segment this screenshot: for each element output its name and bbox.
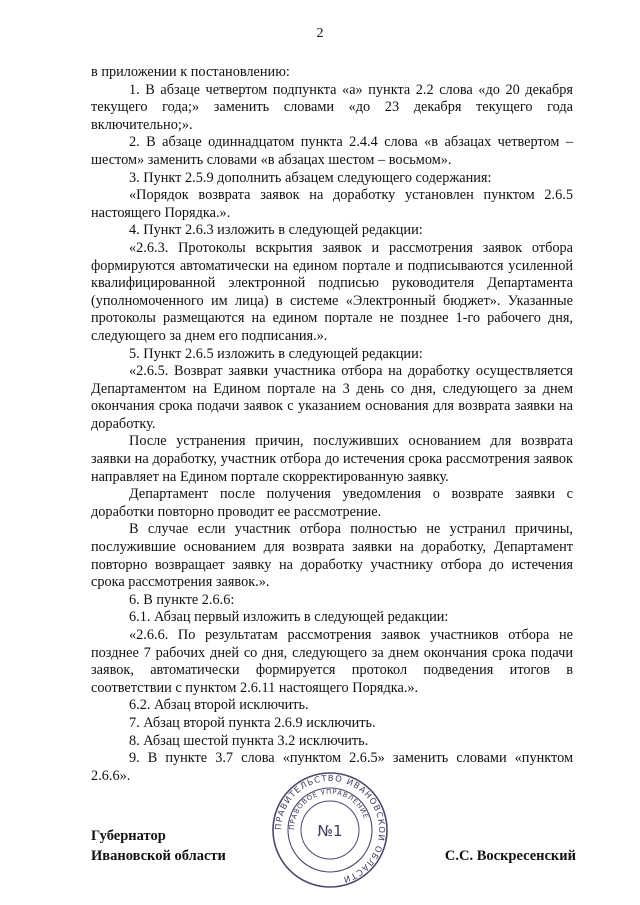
signatory-name: С.С. Воскресенский	[444, 848, 576, 864]
paragraph: 3. Пункт 2.5.9 дополнить абзацем следующего содержания:	[129, 169, 492, 186]
page-number: 2	[316, 26, 324, 41]
paragraph: 6.1. Абзац первый изложить в следующей редакции:	[129, 609, 449, 626]
paragraph: Департамент после получения уведомления о возврате заявки с доработки повторно проводит ее рассмотрение.	[91, 486, 573, 520]
signatory-title-line: Ивановской области	[91, 848, 226, 864]
paragraph: «2.6.6. По результатам рассмотрения заявок участников отбора не позднее 7 рабочих дней со дня, следующего за днем окончания срока подачи заявок, автоматически формируется протокол подведения итогов в соответствии с пунктом 2.6.11 настоящего Порядка.».	[91, 627, 573, 696]
seal-inner-text: ПРАВОВОЕ УПРАВЛЕНИЕ	[287, 787, 371, 831]
paragraph: «2.6.3. Протоколы вскрытия заявок и рассмотрения заявок отбора формируются автоматически на едином портале и подписываются усиленной квалифицированной электронной подписью руководителя Департамента (уполномоченного им лица) в системе «Электронный бюджет». Указанные протоколы размещаются на едином портале не позднее 1-го рабочего дня, следующего за днем его подписания.».	[91, 239, 573, 344]
paragraph: 1. В абзаце четвертом подпункта «а» пункта 2.2 слова «до 20 декабря текущего года;» заменить словами «до 23 декабря текущего года включительно;».	[91, 81, 573, 133]
paragraph: В случае если участник отбора полностью не устранил причины, послужившие основанием для возврата заявки на доработку, Департамент повторно возвращает заявку на доработку участнику отбора до истечения срока рассмотрения заявок.».	[91, 521, 573, 591]
paragraph: 8. Абзац шестой пункта 3.2 исключить.	[129, 732, 369, 749]
paragraph: 6. В пункте 2.6.6:	[129, 591, 235, 608]
seal-outer-text: ПРАВИТЕЛЬСТВО ИВАНОВСКОЙ ОБЛАСТИ	[272, 772, 388, 886]
paragraph: «Порядок возврата заявок на доработку установлен пунктом 2.6.5 настоящего Порядка.».	[91, 187, 573, 221]
paragraph: в приложении к постановлению:	[91, 64, 290, 80]
paragraph: «2.6.5. Возврат заявки участника отбора на доработку осуществляется Департаментом на Едином портале на 3 день со дня, следующего за днем окончания срока подачи заявок с указанием основания для возврата заявки на доработку.	[91, 363, 573, 432]
signatory-title	[91, 826, 226, 866]
official-seal	[270, 770, 390, 890]
paragraph: 7. Абзац второй пункта 2.6.9 исключить.	[129, 714, 376, 731]
paragraph: 9. В пункте 3.7 слова «пунктом 2.6.5» заменить словами «пунктом 2.6.6».	[91, 750, 573, 784]
seal-number: №1	[317, 822, 343, 840]
document-body	[91, 64, 573, 785]
paragraph: 6.2. Абзац второй исключить.	[129, 697, 309, 714]
paragraph: 4. Пункт 2.6.3 изложить в следующей редакции:	[129, 222, 423, 239]
paragraph: 2. В абзаце одиннадцатом пункта 2.4.4 слова «в абзацах четвертом – шестом» заменить словами «в абзацах шестом – восьмом».	[91, 134, 573, 168]
paragraph: 5. Пункт 2.6.5 изложить в следующей редакции:	[129, 345, 423, 362]
paragraph: После устранения причин, послуживших основанием для возврата заявки на доработку, участник отбора до истечения срока рассмотрения заявок направляет на Едином портале скорректированную заявку.	[91, 433, 573, 485]
signatory-title-line: Губернатор	[91, 828, 166, 844]
